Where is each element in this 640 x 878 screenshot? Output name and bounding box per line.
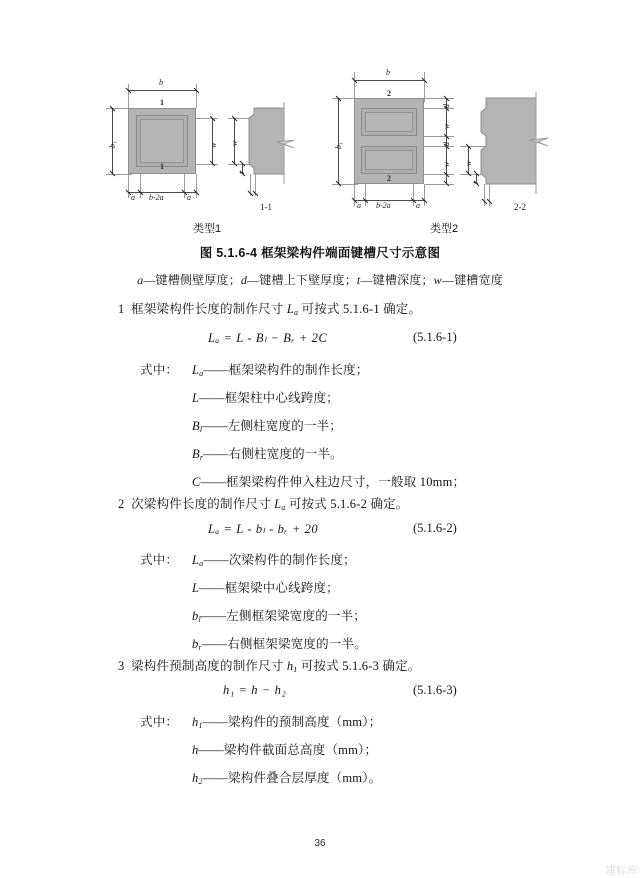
dim-label-section-t: t [237,171,246,174]
definition-row [192,444,343,462]
dim-label-a-right: a [416,201,420,210]
ext-line [413,184,414,206]
item2-text-before: 次梁构件长度的制作尺寸 [131,497,271,511]
equation-2-formula: Lₐ = L - bₗ - bᵣ + 20 [208,522,319,536]
item1-text-after: 可按式 5.1.6-1 确定。 [301,302,422,316]
dim-line-right [212,118,213,164]
dim-label-section-w: w [464,160,473,166]
legend-symbol-d: d [240,273,248,287]
dim-line-top [354,80,424,81]
def-symbol: h [192,743,199,757]
type2-section-view [458,62,560,212]
def-symbol: L [192,581,200,595]
def-symbol: C [192,475,201,489]
def-dash: —— [200,475,226,489]
legend-symbol-a: a [137,273,144,287]
dim-line-left [338,98,339,184]
def-symbol: $h_2$ [192,771,203,786]
figure-legend [0,271,640,288]
definition-row [192,416,342,434]
def-dash: —— [202,771,229,785]
ext-line [354,184,355,206]
page-number: 36 [314,838,326,849]
equation-1-formula: Lₐ = L - Bₗ − Bᵣ + 2C [208,331,328,345]
definition-row [192,388,339,406]
dim-label-b-2a: b-2a [149,193,164,202]
section-mark-bottom: 1 [160,162,165,171]
def-dash: —— [203,553,229,567]
type1-section-view [222,62,312,212]
def-dash: —— [202,419,228,433]
def-text: 梁构件的预制高度（mm）； [228,715,382,729]
def-text: 框架梁中心线跨度； [224,581,339,595]
dim-label-b-2a: b-2a [376,201,391,210]
item1-marker: 1 [118,302,125,316]
def-text: 左侧柱宽度的一半； [227,419,342,433]
equation-3-number: (5.1.6-3) [413,683,457,697]
item3-heading [118,660,548,673]
item3-text-after: 可按式 5.1.6-3 确定。 [300,659,421,673]
def-dash: —— [203,363,229,377]
item1-symbol: $L_a$ [286,302,299,317]
item3-where-label: 式中： [140,715,179,729]
def-symbol: $h_1$ [192,715,203,730]
dim-label-b1: b₁ [334,142,343,149]
section-mark-top: 2 [387,89,392,98]
definition-row [192,360,368,378]
dim-label-d-1: d [442,104,451,108]
item2-where-label: 式中： [140,553,179,567]
def-dash: —— [201,637,228,651]
watermark-text: 建标库 [605,865,638,877]
dim-label-b1: b₁ [108,141,117,148]
legend-symbol-w: w [433,273,442,287]
ext-line [196,118,218,119]
item2-text-after: 可按式 5.1.6-2 确定。 [288,497,409,511]
def-symbol: $b_l$ [192,609,201,624]
ext-line [424,174,454,175]
definition-row [192,472,465,490]
section-mark-bottom: 2 [387,174,392,183]
definition-row [192,606,366,624]
item3-symbol: $h_1$ [286,659,298,674]
dim-label-section-t: t [471,181,480,184]
def-text: 框架柱中心线跨度； [224,391,339,405]
section-mark-top: 1 [160,98,165,107]
dim-label-w: w [209,142,218,148]
def-symbol: $B_r$ [192,447,204,462]
def-text: 梁构件截面总高度（mm）； [223,743,378,757]
type2-front-view [328,62,478,212]
item1-text-before: 框架梁构件长度的制作尺寸 [131,302,284,316]
def-dash: —— [198,743,224,757]
section-title-2-2: 2-2 [514,202,526,212]
def-symbol: $b_r$ [192,637,202,652]
section-title-1-1: 1-1 [260,202,272,212]
def-text: 次梁构件的制作长度； [228,553,356,567]
def-text: 左侧框架梁宽度的一半； [226,609,366,623]
dim-line-top [128,90,196,91]
equation-1-number: (5.1.6-1) [413,330,457,344]
dim-label-section-w: w [230,140,239,146]
type1-label: 类型1 [193,223,222,235]
ext-line [424,146,454,147]
ext-line [424,108,454,109]
ext-line [365,184,366,206]
dim-label-d-2: d [442,142,451,146]
definition-row [192,740,377,758]
dim-label-w-2: w [442,161,451,167]
keyway-lower-inner [365,150,413,170]
def-text: 框架梁构件的制作长度； [228,363,369,377]
definition-row [192,550,356,568]
def-dash: —— [203,447,229,461]
def-dash: —— [202,715,229,729]
type1-front-view [100,62,230,212]
def-symbol: $L_a$ [192,553,204,568]
keyway-inner-ring [140,119,184,163]
dim-label-w-1: w [442,123,451,129]
legend-text-d: —键槽上下壁厚度； [247,273,357,287]
dim-label-a-left: a [357,201,361,210]
figure-caption: 图 5.1.6-4 框架梁构件端面键槽尺寸示意图 [199,246,441,260]
ext-line [424,98,454,99]
def-dash: —— [199,391,225,405]
ext-line [128,84,129,108]
legend-text-w: —键槽宽度 [441,273,503,287]
item3-text-before: 梁构件预制高度的制作尺寸 [131,659,284,673]
definition-row [192,634,367,652]
def-text: 梁构件叠合层厚度（mm）。 [228,771,382,785]
figure-5-1-6-4 [100,62,560,235]
dim-label-b: b [159,78,163,87]
section-profile-1-1 [222,62,312,212]
dim-label-a-left: a [131,193,135,202]
def-symbol: $B_l$ [192,419,203,434]
ext-line [196,84,197,108]
item1-where-label: 式中： [140,363,179,377]
dim-label-a-right: a [187,193,191,202]
definition-row [192,578,339,596]
dim-label-b: b [386,68,390,77]
definition-row [192,768,381,786]
legend-text-a: —键槽侧壁厚度； [143,273,241,287]
type2-label: 类型2 [430,223,459,235]
section-profile-2-2 [458,62,560,212]
def-dash: —— [200,609,227,623]
legend-symbol-t: t [356,273,361,287]
ext-line [424,136,454,137]
equation-3-formula: h₁ = h − h₂ [223,683,287,697]
def-text: 框架梁构件伸入柱边尺寸，一般取 10mm； [225,475,466,489]
def-text: 右侧框架梁宽度的一半。 [227,637,367,651]
keyway-upper-inner [365,112,413,132]
equation-2-number: (5.1.6-2) [413,521,457,535]
def-symbol: L [192,391,200,405]
item2-marker: 2 [118,497,125,511]
legend-text-t: —键槽深度； [360,273,434,287]
def-symbol: $L_a$ [192,363,204,378]
item2-heading [118,498,548,511]
item2-symbol: $L_a$ [274,497,286,512]
item3-marker: 3 [118,659,125,673]
item1-heading [118,303,548,316]
definition-row [192,712,381,730]
dim-line-right-stack [446,98,447,184]
def-dash: —— [199,581,225,595]
def-text: 右侧柱宽度的一半。 [228,447,343,461]
ext-line [424,184,425,206]
